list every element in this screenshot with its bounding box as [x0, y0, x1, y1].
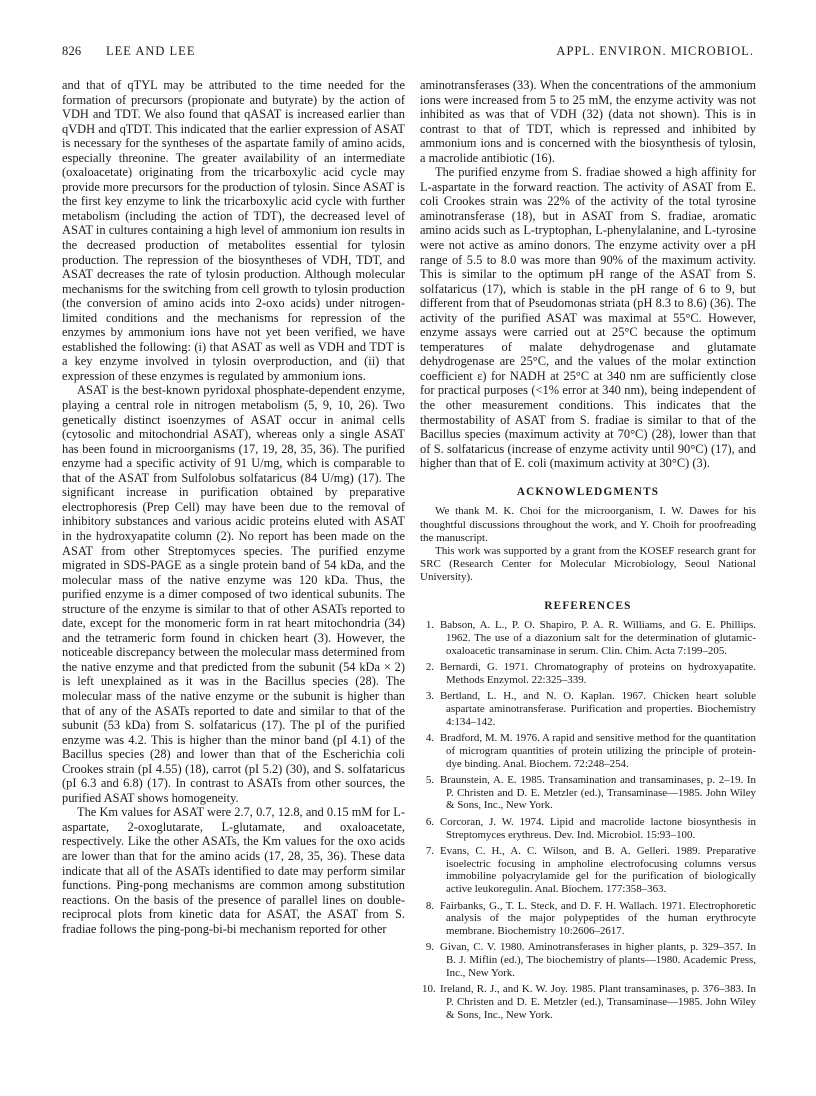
reference-item: 1. Babson, A. L., P. O. Shapiro, P. A. R. Williams, and G. E. Phillips. 1962. The use of a diazonium salt for the determination of glutamic-oxaloacetic transaminase in serum. Clin. Chim. Acta 7:199–205. — [425, 619, 756, 657]
left-column — [62, 78, 405, 936]
journal-name: APPL. ENVIRON. MICROBIOL. — [556, 44, 754, 58]
acknowledgments-heading: ACKNOWLEDGMENTS — [516, 485, 660, 498]
reference-item: 3. Bertland, L. H., and N. O. Kaplan. 1967. Chicken heart soluble aspartate aminotransferase. Purification and properties. Biochemistry 4:134–142. — [425, 690, 756, 728]
reference-item: 2. Bernardi, G. 1971. Chromatography of proteins on hydroxyapatite. Methods Enzymol. 22:325–339. — [425, 660, 756, 686]
paragraph: aminotransferases (33). When the concentrations of the ammonium ions were increased from 5 to 25 mM, the enzyme activity was not inhibited as was that of VDH (32) (data not shown). This is in contrast to that of TDT, which is repressed and inhibited by ammonium ions and is concerned with the biosynthesis of tylosin, a macrolide antibiotic (16). — [420, 78, 756, 165]
ack-paragraph: This work was supported by a grant from the KOSEF research grant for SRC (Research Center for Molecular Microbiology, Seoul National University). — [420, 544, 756, 584]
reference-item: 6. Corcoran, J. W. 1974. Lipid and macrolide lactone biosynthesis in Streptomyces erythreus. Dev. Ind. Microbiol. 15:93–100. — [425, 815, 756, 841]
paragraph: and that of qTYL may be attributed to the time needed for the formation of precursors (propionate and butyrate) by the action of VDH and TDT. We also found that qASAT is increased earlier than qVDH and qTDT. This indicated that the earlier expression of ASAT is necessary for the syntheses of the aspartate family of amino acids, especially threonine. The greater availability of an intermediate (oxaloacetate) originating from the tricarboxylic acid cycle may provide more precursors for the production of tylosin. Since ASAT is the first key enzyme to link the tricarboxylic acid cycle with further metabolism (including the action of TDT), the decreased level of ASAT in cultures containing a high level of ammonium ion results in the decreased production of metabolites essential for tylosin production. The repression of the biosyntheses of VDH, TDT, and ASAT decreases the rate of tylosin production. Although molecular mechanisms for the switching from cell growth to tylosin production (the conversion of amino acids into 2-oxo acids) under nitrogen-limited conditions and the mechanisms for repression of the enzymes by ammonium ions have not yet been verified, we have established the following: (i) that ASAT as well as VDH and TDT is a key enzyme involved in tylosin overproduction, and (ii) that expression of these enzymes is regulated by ammonium ions. — [62, 78, 405, 383]
reference-list — [420, 619, 756, 1022]
paragraph: ASAT is the best-known pyridoxal phosphate-dependent enzyme, playing a central role in nitrogen metabolism (5, 9, 10, 26). Two genetically distinct isoenzymes of ASAT occur in animal cells (cytosolic and mitochondrial ASAT), whereas only a single ASAT has been found in microorganisms (17, 19, 28, 35, 36). The purified enzyme had a specific activity of 91 U/mg, which is comparable to that of the ASAT from Sulfolobus solfataricus (84 U/mg) (17). The significant increase in purification obtained by preparative electrophoresis (Prep Cell) may have been due to the removal of inhibitory substances and various acidic proteins eluted with ASAT in the hydroxyapatite column (2). No report has been made on the ASAT from other Streptomyces species. The purified enzyme migrated in SDS-PAGE as a single protein band of 54 kDa, and the molecular mass of the native enzyme was 120 kDa. Thus, the purified enzyme is a dimer composed of two identical subunits. The structure of the enzyme is similar to that of other ASATs reported to date, except for the monomeric form in rat heart mitochondria (34) and the tetrameric form found in chicken heart (3). However, the noticeable discrepancy between the molecular mass determined from the native enzyme and that predicted from the subunit (54 kDa × 2) is left unexplained as it was in the Bacillus species (28). The molecular mass of the native enzyme or the subunit is higher than that of any of the ASATs reported to date and similar to that of the subunit (53 kDa) from S. solfataricus (17). The pI of the purified enzyme was 4.2. This is higher than the minor band (pI 4.1) of the Bacillus species (28) and lower than that of the Escherichia coli Crookes strain (pI 4.55) (18), carrot (pI 5.2) (30), and S. solfataricus (pI 6.3 and 6.8) (17). In contrast to ASATs from other sources, the purified ASAT shows homogeneity. — [62, 383, 405, 805]
page-number: 826 — [62, 44, 82, 58]
reference-item: 8. Fairbanks, G., T. L. Steck, and D. F. H. Wallach. 1971. Electrophoretic analysis of the major polypeptides of the human erythrocyte membrane. Biochemistry 10:2606–2617. — [425, 899, 756, 938]
running-authors: LEE AND LEE — [106, 44, 196, 58]
reference-item: 10. Ireland, R. J., and K. W. Joy. 1985. Plant transaminases, p. 376–383. In P. Christen and D. E. Metzler (ed.), Transaminase—1985. John Wiley & Sons, Inc., New York. — [422, 983, 756, 1021]
references-heading: REFERENCES — [544, 599, 632, 612]
reference-item: 9. Givan, C. V. 1980. Aminotransferases in higher plants, p. 329–357. In B. J. Miflin (ed.), The biochemistry of plants—1980. Academic Press, Inc., New York. — [425, 941, 756, 979]
paragraph: The Km values for ASAT were 2.7, 0.7, 12.8, and 0.15 mM for L-aspartate, 2-oxoglutarate, L-glutamate, and oxaloacetate, respectively. Like the other ASATs, the Km values for the oxo acids are lower than that for the amino acids (17, 28, 35, 36). These data indicate that all of the ASATs identified to date may perform similar functions. Ping-pong mechanisms are common among substitution reactions. On the basis of the presence of parallel lines on double-reciprocal plots from kinetic data for ASAT, the ASAT from S. fradiae follows the ping-pong-bi-bi mechanism reported for other — [62, 805, 405, 936]
reference-item: 5. Braunstein, A. E. 1985. Transamination and transaminases, p. 2–19. In P. Christen and D. E. Metzler (ed.), Transaminase—1985. John Wiley & Sons, Inc., New York. — [425, 773, 756, 812]
reference-item: 7. Evans, C. H., A. C. Wilson, and B. A. Gelleri. 1989. Preparative isoelectric focusing in ampholine electrofocusing columns versus immobiline polyacrylamide gel for the purification of biologically active leukoregulin. Anal. Biochem. 177:358–363. — [425, 844, 756, 896]
running-header — [62, 44, 754, 62]
right-column — [420, 78, 756, 1025]
paragraph: The purified enzyme from S. fradiae showed a high affinity for L-aspartate in the forward reaction. The activity of ASAT from E. coli Crookes strain was 22% of the activity of the total tyrosine aminotransferase (18), but in ASAT from S. fradiae, aromatic amino acids such as L-tryptophan, L-phenylalanine, and L-tyrosine were not active as amino donors. The enzyme activity over a pH range of 5.5 to 8.0 was more than 90% of the maximum activity. This is similar to the optimum pH range of the ASAT from S. solfataricus (17), which is stable in the pH range of 6 to 9, but different from that of Pseudomonas striata (pH 8.3 to 8.6) (36). The activity of the purified ASAT was maximal at 55°C. However, enzyme assays were carried out at 25°C because the optimum temperatures of malate dehydrogenase and glutamate dehydrogenase are 25°C, and the values of the molar extinction coefficient ε) for NADH at 25°C at 340 nm are sufficiently close for practical purposes (<1% error at 340 nm), being independent of the other measurement conditions. This indicates that the thermostability of ASAT from S. fradiae is similar to that of the Bacillus species (maximum activity at 70°C) (28), lower than that of S. solfataricus (increase of enzyme activity until 90°C) (17), and higher than that of E. coli (maximum activity at 30°C) (3). — [420, 165, 756, 471]
acknowledgments — [420, 505, 756, 584]
ack-paragraph: We thank M. K. Choi for the microorganism, I. W. Dawes for his thoughtful discussions throughout the work, and Y. Choih for proofreading the manuscript. — [420, 505, 756, 544]
reference-item: 4. Bradford, M. M. 1976. A rapid and sensitive method for the quantitation of microgram quantities of protein utilizing the principle of protein-dye binding. Anal. Biochem. 72:248–254. — [425, 731, 756, 770]
